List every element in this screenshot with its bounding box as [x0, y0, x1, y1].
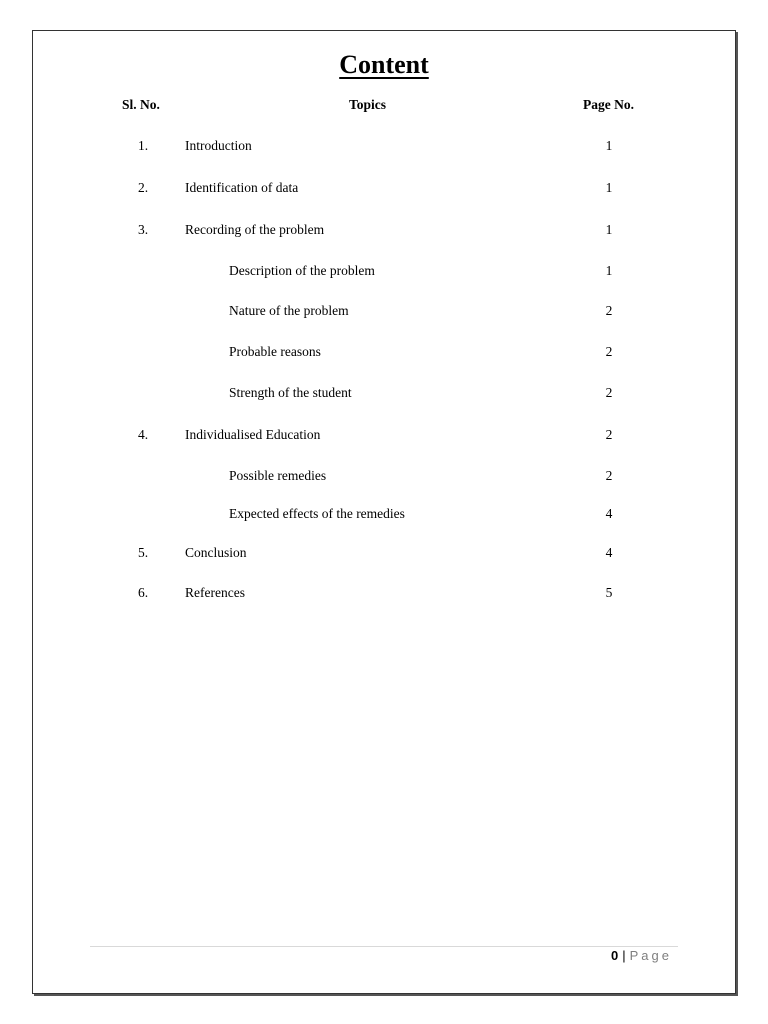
row-page: 1	[605, 263, 613, 278]
row-topic: Identification of data	[185, 180, 299, 195]
header-page-no: Page No.	[583, 97, 634, 112]
toc-subrow	[0, 263, 768, 283]
row-page: 5	[605, 585, 613, 600]
toc-row	[0, 545, 768, 565]
row-page: 2	[605, 303, 613, 318]
row-page: 1	[605, 138, 613, 153]
row-page: 4	[605, 506, 613, 521]
row-page: 2	[605, 385, 613, 400]
row-page: 4	[605, 545, 613, 560]
toc-subrow	[0, 506, 768, 526]
row-topic: Description of the problem	[229, 263, 375, 278]
row-page: 2	[605, 344, 613, 359]
footer-separator: |	[622, 948, 626, 963]
row-number: 5.	[137, 545, 149, 560]
toc-row	[0, 222, 768, 242]
row-topic: Conclusion	[185, 545, 247, 560]
row-page: 2	[605, 427, 613, 442]
toc-subrow	[0, 385, 768, 405]
row-topic: Possible remedies	[229, 468, 327, 483]
header-topics: Topics	[349, 97, 387, 112]
toc-subrow	[0, 468, 768, 488]
toc-subrow	[0, 344, 768, 364]
header-sl-no: Sl. No.	[122, 97, 160, 112]
row-number: 4.	[137, 427, 149, 442]
row-topic: Individualised Education	[185, 427, 321, 442]
footer-page-number: 0	[611, 948, 619, 963]
row-topic: Introduction	[185, 138, 252, 153]
row-topic: Recording of the problem	[185, 222, 325, 237]
toc-row	[0, 585, 768, 605]
row-topic: Nature of the problem	[229, 303, 349, 318]
row-topic: Expected effects of the remedies	[229, 506, 405, 521]
page-title	[0, 50, 768, 80]
row-topic: Strength of the student	[229, 385, 352, 400]
row-number: 6.	[137, 585, 149, 600]
row-number: 3.	[137, 222, 149, 237]
toc-row	[0, 180, 768, 200]
toc-row	[0, 138, 768, 158]
row-page: 1	[605, 222, 613, 237]
toc-subrow	[0, 303, 768, 323]
row-topic: References	[185, 585, 245, 600]
row-page: 1	[605, 180, 613, 195]
footer-page-label: Page	[629, 948, 672, 963]
title-text: Content	[339, 50, 429, 79]
row-number: 2.	[137, 180, 149, 195]
row-number: 1.	[137, 138, 149, 153]
toc-row	[0, 427, 768, 447]
page-footer	[611, 948, 672, 963]
row-topic: Probable reasons	[229, 344, 321, 359]
footer-divider	[90, 946, 678, 947]
row-page: 2	[605, 468, 613, 483]
